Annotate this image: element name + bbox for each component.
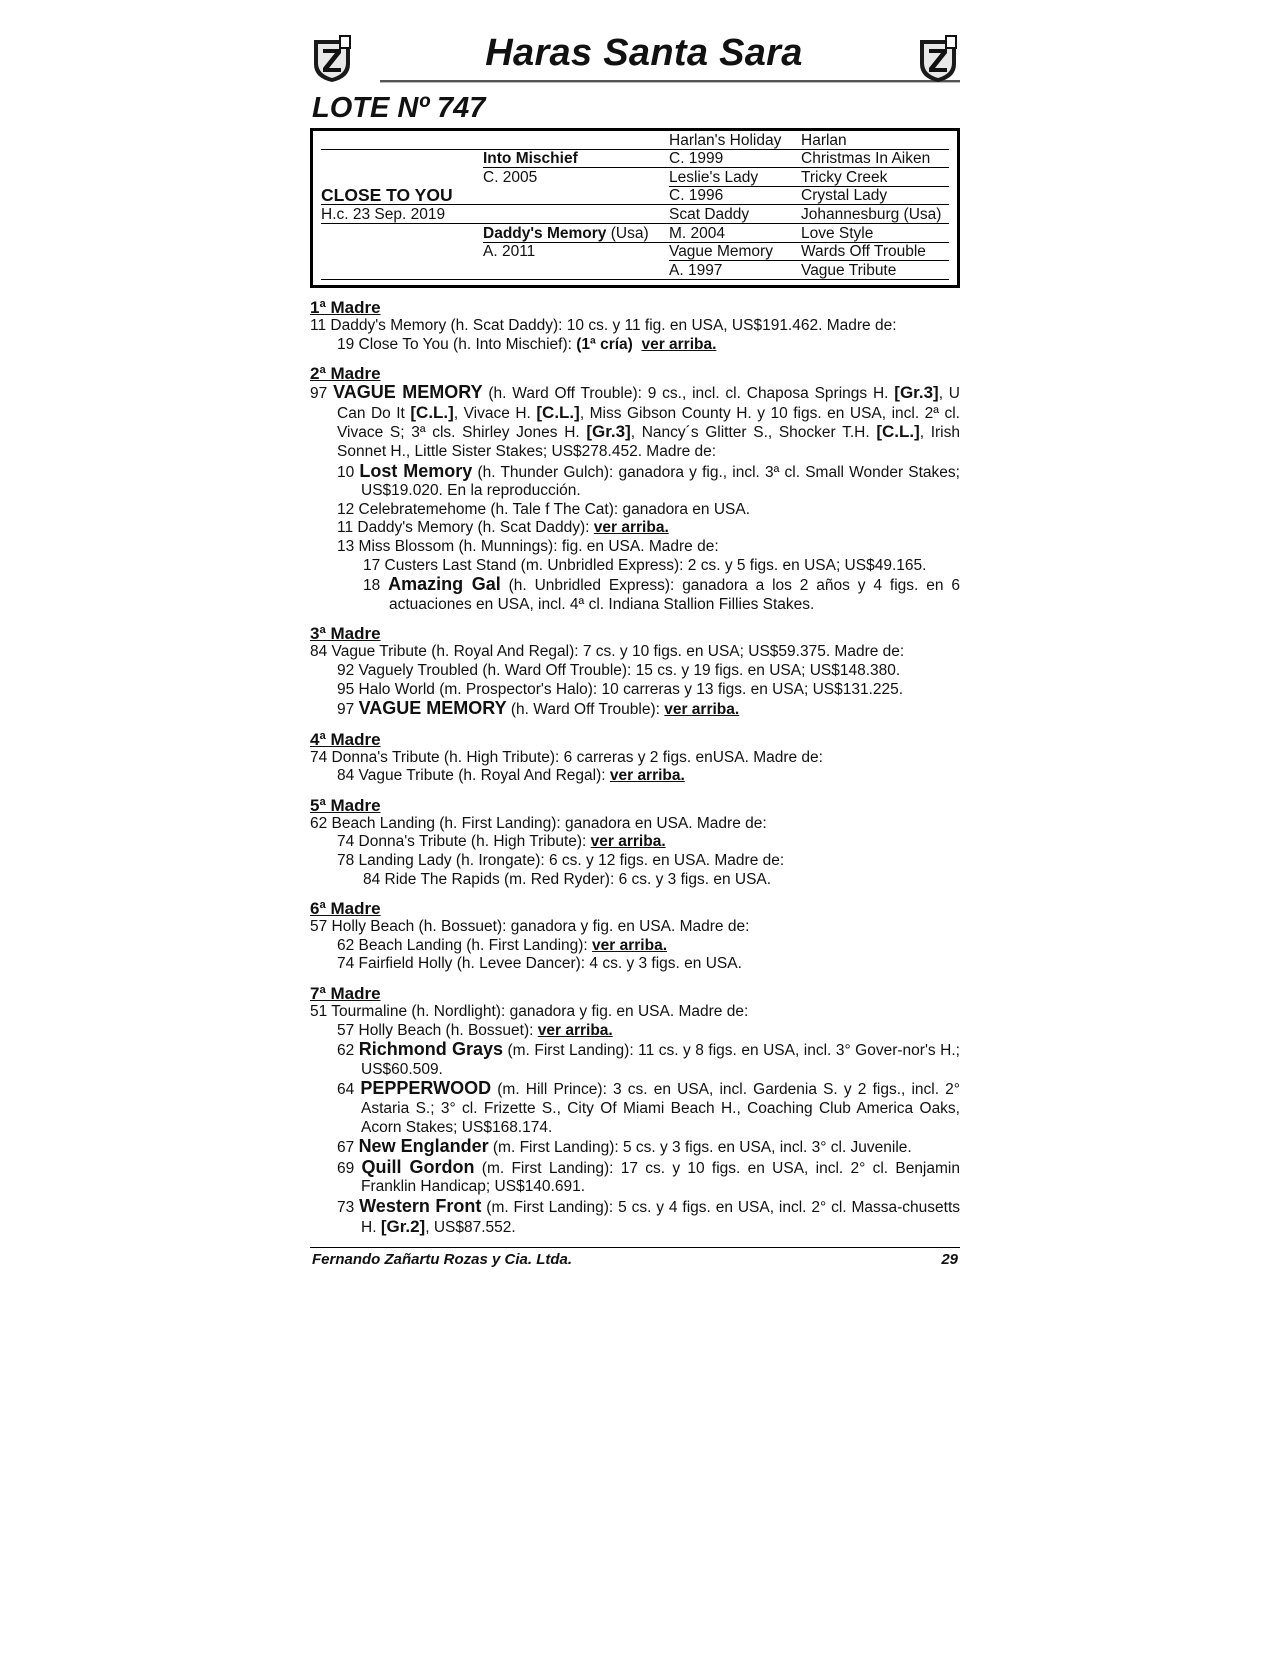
pedigree-cell: C. 2005 bbox=[483, 168, 538, 186]
footer-company: Fernando Zañartu Rozas y Cia. Ltda. bbox=[312, 1251, 573, 1269]
section-title: 4ª Madre bbox=[310, 729, 381, 749]
section-4a-madre bbox=[310, 730, 960, 786]
list-item: 74 Donna's Tribute (h. High Tribute): ver arriba. bbox=[337, 833, 666, 851]
section-2a-madre bbox=[310, 364, 960, 614]
list-item: 17 Custers Last Stand (m. Unbridled Express): 2 cs. y 5 figs. en USA; US$49.165. bbox=[363, 556, 927, 574]
list-item: 95 Halo World (m. Prospector's Halo): 10 carreras y 13 figs. en USA; US$131.225. bbox=[337, 680, 904, 698]
list-item: 51 Tourmaline (h. Nordlight): ganadora y fig. en USA. Madre de: bbox=[310, 1003, 749, 1021]
pedigree-row bbox=[321, 261, 949, 280]
section-title: 1ª Madre bbox=[310, 298, 381, 317]
list-item: 18 Amazing Gal (h. Unbridled Express): ganadora a los 2 años y 4 figs. en 6 actuaciones en USA, incl. 4ª cl. Indiana Stallion Fillies Stakes. bbox=[363, 574, 960, 613]
ver-arriba-link[interactable]: ver arriba. bbox=[537, 1021, 613, 1039]
list-item: 57 Holly Beach (h. Bossuet): ver arriba. bbox=[337, 1021, 613, 1039]
section-7a-madre bbox=[310, 984, 960, 1237]
list-item: 19 Close To You (h. Into Mischief): (1ª cría) ver arriba. bbox=[337, 335, 717, 353]
pedigree-cell: A. 2011 bbox=[483, 243, 536, 261]
ver-arriba-link[interactable]: ver arriba. bbox=[593, 519, 669, 537]
pedigree-cell: Harlan bbox=[801, 131, 847, 149]
pedigree-cell: Love Style bbox=[801, 224, 874, 242]
pedigree-row bbox=[321, 131, 949, 150]
list-item: 64 PEPPERWOOD (m. Hill Prince): 3 cs. en USA, incl. Gardenia S. y 2 figs., incl. 2° Astaria S.; 3° cl. Frizette S., City Of Miami Beach H., Coaching Club America Oaks, Acorn Stakes; US$168.174. bbox=[337, 1078, 960, 1136]
list-item: 62 Beach Landing (h. First Landing): ganadora en USA. Madre de: bbox=[310, 814, 767, 832]
ver-arriba-link[interactable]: ver arriba. bbox=[664, 701, 740, 719]
list-item: 13 Miss Blossom (h. Munnings): fig. en USA. Madre de: bbox=[337, 537, 719, 555]
list-item: 84 Vague Tribute (h. Royal And Regal): 7 cs. y 10 figs. en USA; US$59.375. Madre de: bbox=[310, 643, 905, 661]
list-item: 84 Ride The Rapids (m. Red Ryder): 6 cs. y 3 figs. en USA. bbox=[363, 870, 772, 888]
lot-number: LOTE Nº 747 bbox=[312, 92, 486, 124]
section-title: 5ª Madre bbox=[310, 795, 381, 815]
section-title: 6ª Madre bbox=[310, 899, 381, 919]
page-footer bbox=[310, 1247, 960, 1273]
pedigree-cell: C. 1999 bbox=[669, 150, 724, 168]
pedigree-row bbox=[321, 168, 949, 187]
list-item: 62 Beach Landing (h. First Landing): ver arriba. bbox=[337, 936, 668, 954]
horse-birth: H.c. 23 Sep. 2019 bbox=[321, 205, 446, 223]
page-number: 29 bbox=[941, 1251, 958, 1269]
pedigree-cell: Christmas In Aiken bbox=[801, 150, 931, 168]
page-title: Haras Santa Sara bbox=[485, 32, 803, 74]
catalog-page bbox=[310, 30, 960, 1273]
pedigree-row bbox=[321, 224, 949, 243]
list-item: 69 Quill Gordon (m. First Landing): 17 cs. y 10 figs. en USA, incl. 2° cl. Benjamin Franklin Handicap; US$140.691. bbox=[337, 1156, 960, 1196]
pedigree-cell: Johannesburg (Usa) bbox=[801, 205, 942, 223]
ver-arriba-link[interactable]: ver arriba. bbox=[641, 335, 717, 353]
list-item: 73 Western Front (m. First Landing): 5 cs. y 4 figs. en USA, incl. 2° cl. Massa-chusetts H. [Gr.2], US$87.552. bbox=[337, 1195, 960, 1236]
z-shield-logo-icon bbox=[916, 34, 960, 84]
title-underline bbox=[380, 80, 960, 83]
list-item: 74 Fairfield Holly (h. Levee Dancer): 4 cs. y 3 figs. en USA. bbox=[337, 955, 742, 973]
pedigree-row bbox=[321, 187, 949, 206]
ver-arriba-link[interactable]: ver arriba. bbox=[609, 767, 685, 785]
pedigree-cell: Wards Off Trouble bbox=[801, 243, 926, 261]
list-item: 84 Vague Tribute (h. Royal And Regal): ver arriba. bbox=[337, 767, 685, 785]
pedigree-cell: C. 1996 bbox=[669, 187, 724, 205]
ver-arriba-link[interactable]: ver arriba. bbox=[592, 936, 668, 954]
list-item: 11 Daddy's Memory (h. Scat Daddy): 10 cs. y 11 fig. en USA, US$191.462. Madre de: bbox=[310, 317, 897, 334]
section-title: 3ª Madre bbox=[310, 624, 381, 644]
pedigree-cell: Crystal Lady bbox=[801, 187, 888, 205]
section-title: 2ª Madre bbox=[310, 364, 381, 384]
pedigree-row bbox=[321, 205, 949, 224]
list-item: 11 Daddy's Memory (h. Scat Daddy): ver arriba. bbox=[337, 519, 669, 537]
page-header bbox=[310, 30, 960, 90]
horse-name: CLOSE TO YOU bbox=[321, 185, 453, 206]
list-item: 74 Donna's Tribute (h. High Tribute): 6 carreras y 2 figs. enUSA. Madre de: bbox=[310, 748, 823, 766]
list-item: 57 Holly Beach (h. Bossuet): ganadora y fig. en USA. Madre de: bbox=[310, 918, 750, 936]
pedigree-cell: Vague Tribute bbox=[801, 261, 897, 279]
list-item: 78 Landing Lady (h. Irongate): 6 cs. y 12 figs. en USA. Madre de: bbox=[337, 852, 785, 870]
list-item: 67 New Englander (m. First Landing): 5 cs. y 3 figs. en USA, incl. 3° cl. Juvenile. bbox=[337, 1136, 912, 1157]
section-1a-madre bbox=[310, 298, 960, 354]
pedigree-cell: Tricky Creek bbox=[801, 168, 888, 186]
pedigree-cell: Leslie's Lady bbox=[669, 168, 759, 186]
sire-name: Into Mischief bbox=[483, 150, 578, 168]
pedigree-row bbox=[321, 150, 949, 169]
pedigree-cell: Vague Memory bbox=[669, 243, 773, 261]
section-3a-madre bbox=[310, 624, 960, 719]
list-item: 97 VAGUE MEMORY (h. Ward Off Trouble): ver arriba. bbox=[337, 698, 740, 719]
pedigree-cell: Harlan's Holiday bbox=[669, 131, 782, 149]
list-item: 97 VAGUE MEMORY (h. Ward Off Trouble): 9 cs., incl. cl. Chaposa Springs H. [Gr.3], U Can Do It [C.L.], Vivace H. [C.L.], Miss Gibson County H. y 10 figs. en USA, incl. 2ª cl. Vivace S; 3ª cls. Shirley Jones H. [Gr.3], Nancy´s Glitter S., Shocker T.H. [C.L.], Irish Sonnet H., Little Sister Stakes; US$278.452. Madre de: bbox=[310, 382, 960, 460]
list-item: 92 Vaguely Troubled (h. Ward Off Trouble): 15 cs. y 19 figs. en USA; US$148.380. bbox=[337, 661, 901, 679]
pedigree-cell: A. 1997 bbox=[669, 261, 723, 279]
list-item: 62 Richmond Grays (m. First Landing): 11 cs. y 8 figs. en USA, incl. 3° Gover-nor's H.; US$60.509. bbox=[337, 1039, 960, 1078]
section-title: 7ª Madre bbox=[310, 984, 381, 1004]
pedigree-row bbox=[321, 243, 949, 262]
ver-arriba-link[interactable]: ver arriba. bbox=[590, 833, 666, 851]
pedigree-table bbox=[310, 128, 960, 288]
list-item: 10 Lost Memory (h. Thunder Gulch): ganadora y fig., incl. 3ª cl. Small Wonder Stakes; US$19.020. En la reproducción. bbox=[337, 460, 960, 500]
z-shield-logo-icon bbox=[310, 34, 354, 84]
section-5a-madre bbox=[310, 796, 960, 889]
pedigree-cell: M. 2004 bbox=[669, 224, 726, 242]
pedigree-cell: Scat Daddy bbox=[669, 205, 750, 223]
dam-name: Daddy's Memory (Usa) bbox=[483, 224, 649, 242]
section-6a-madre bbox=[310, 899, 960, 974]
list-item: 12 Celebratemehome (h. Tale f The Cat): ganadora en USA. bbox=[337, 500, 750, 518]
